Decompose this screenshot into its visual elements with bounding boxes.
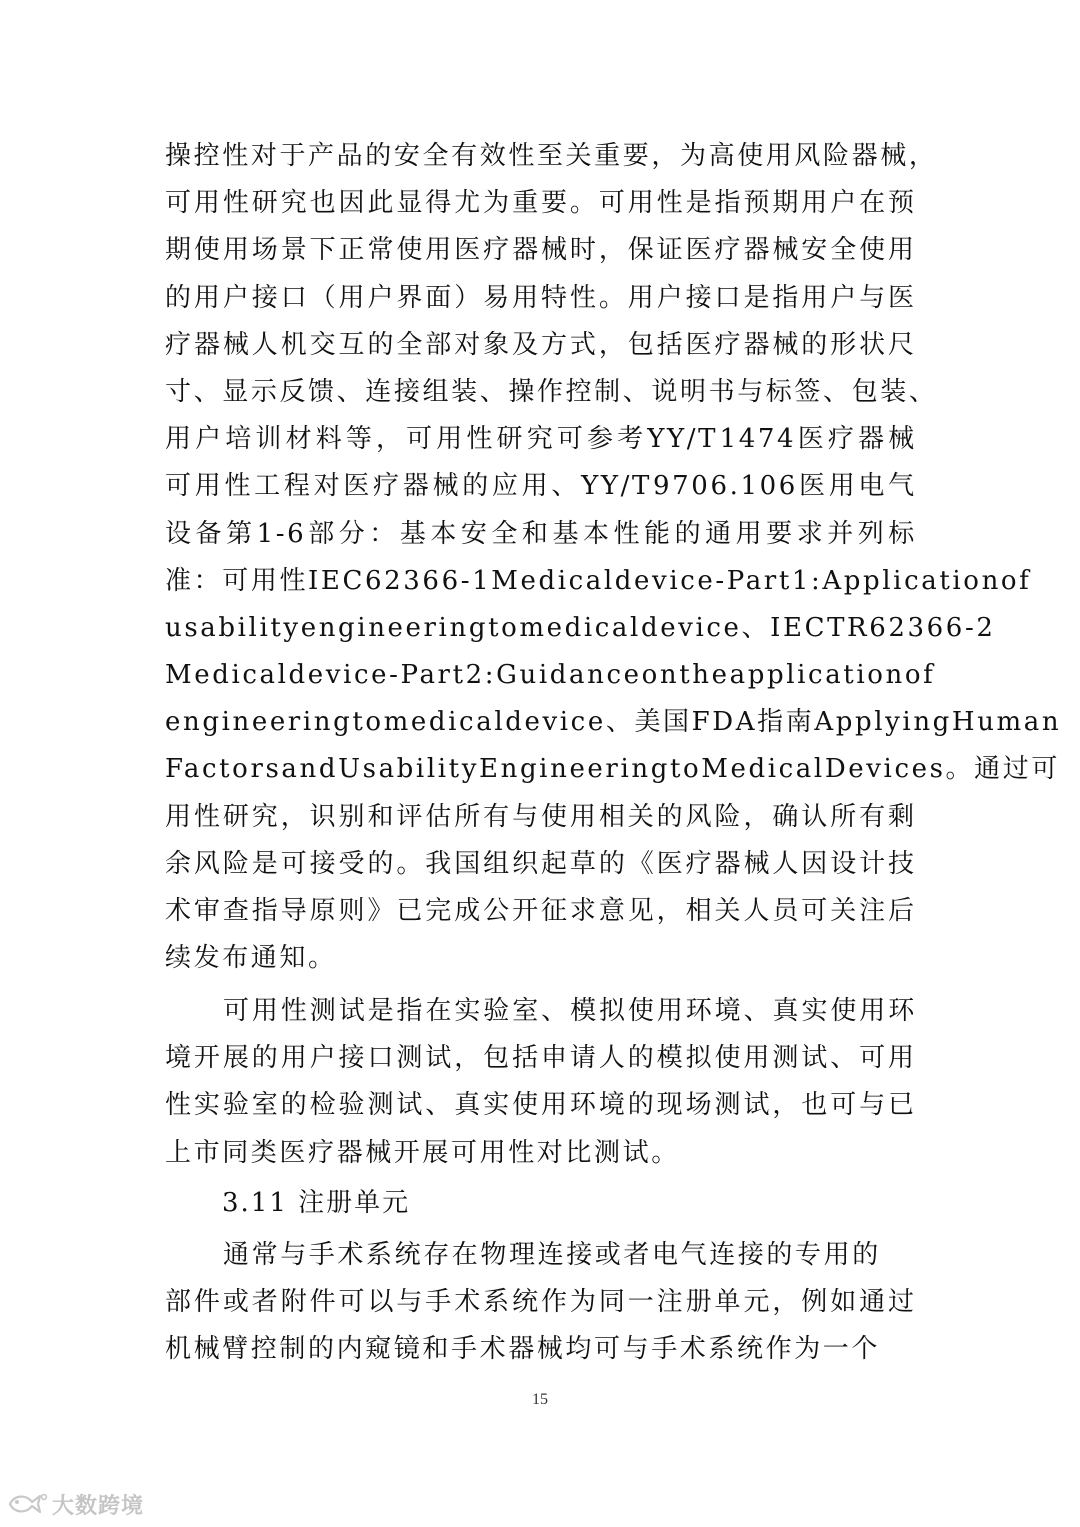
paragraph-line: 可 用 性 工 程 对 医 疗 器 械 的 应 用 、 YY/T 9706.106 医 用 电 气 xyxy=(165,471,917,502)
paragraph-line: 续发布通知。 xyxy=(165,943,337,974)
paragraph-1 xyxy=(165,133,1062,982)
paragraph-line: usability engineering to medical device 、 IEC TR 62366-2 xyxy=(165,612,996,643)
watermark-text: 大数跨境 xyxy=(52,1493,145,1519)
paragraph-line: 可 用 性 测 试 是 指 在 实 验 室 、 模 拟 使 用 环 境 、 真 实 使 用 环 xyxy=(223,996,917,1026)
paragraph-line: engineering to medical device 、 美 国 FDA 指 南 Applying Human xyxy=(165,707,1062,738)
paragraph-line: 可 用 性 研 究 也 因 此 显 得 尤 为 重 要 。 可 用 性 是 指 预 期 用 户 在 预 xyxy=(165,188,917,219)
paragraph-line: 术 审 查 指 导 原 则 》 已 完 成 公 开 征 求 意 见 ， 相 关 人 员 可 关 注 后 xyxy=(165,896,917,926)
paragraph-line: 的 用 户 接 口 （ 用 户 界 面 ） 易 用 特 性 。 用 户 接 口 是 指 用 户 与 医 xyxy=(165,282,917,313)
paragraph-line: 设 备 第 1-6 部 分 ： 基 本 安 全 和 基 本 性 能 的 通 用 要 求 并 列 标 xyxy=(165,518,917,549)
paragraph-line: 性 实 验 室 的 检 验 测 试 、 真 实 使 用 环 境 的 现 场 测 试 ， 也 可 与 已 xyxy=(165,1090,917,1121)
paragraph-line: 境 开 展 的 用 户 接 口 测 试 ， 包 括 申 请 人 的 模 拟 使 用 测 试 、 可 用 xyxy=(165,1043,917,1074)
section-heading: 3.11 注册单元 xyxy=(222,1188,411,1218)
page-number: 15 xyxy=(532,1391,548,1408)
paragraph-line: 部 件 或 者 附 件 可 以 与 手 术 系 统 作 为 同 一 注 册 单 元 ， 例 如 通 过 xyxy=(165,1287,917,1318)
paragraph-line: 用 户 培 训 材 料 等 ， 可 用 性 研 究 可 参 考 YY/T 1474 医 疗 器 械 xyxy=(165,424,917,455)
paragraph-line: Factors and Usability Engineering to Medical Devices 。 通 过 可 xyxy=(165,754,1060,785)
paragraph-line: 余 风 险 是 可 接 受 的 。 我 国 组 织 起 草 的 《 医 疗 器 械 人 因 设 计 技 xyxy=(165,848,917,879)
paragraph-line: 机械臂控制的内窥镜和手术器械均可与手术系统作为一个 xyxy=(165,1334,881,1365)
paragraph-line: 通常与手术系统存在物理连接或者电气连接的专用的 xyxy=(223,1240,881,1270)
paragraph-line: 上市同类医疗器械开展可用性对比测试。 xyxy=(165,1137,680,1168)
watermark xyxy=(6,1488,144,1520)
paragraph-line: 期 使 用 场 景 下 正 常 使 用 医 疗 器 械 时 ， 保 证 医 疗 器 械 安 全 使 用 xyxy=(165,235,917,266)
paragraph-line: 用 性 研 究 ， 识 别 和 评 估 所 有 与 使 用 相 关 的 风 险 ， 确 认 所 有 剩 xyxy=(165,801,917,832)
paragraph-3 xyxy=(165,1232,917,1374)
paragraph-line: 寸 、 显 示 反 馈 、 连 接 组 装 、 操 作 控 制 、 说 明 书 与 标 签 、 包 装 、 xyxy=(165,376,938,407)
paragraph-line: 疗 器 械 人 机 交 互 的 全 部 对 象 及 方 式 ， 包 括 医 疗 器 械 的 形 状 尺 xyxy=(165,329,917,360)
paragraph-2 xyxy=(165,988,917,1177)
paragraph-line: Medical device-Part 2 :Guidance on the application of xyxy=(165,660,936,691)
paragraph-line: 准 ： 可 用 性 IEC 62366-1 Medical device-Part 1 :Application of xyxy=(165,565,1032,596)
paragraph-line: 操 控 性 对 于 产 品 的 安 全 有 效 性 至 关 重 要 ， 为 高 使 用 风 险 器 械 ， xyxy=(165,141,938,171)
fish-logo-icon xyxy=(6,1491,48,1517)
